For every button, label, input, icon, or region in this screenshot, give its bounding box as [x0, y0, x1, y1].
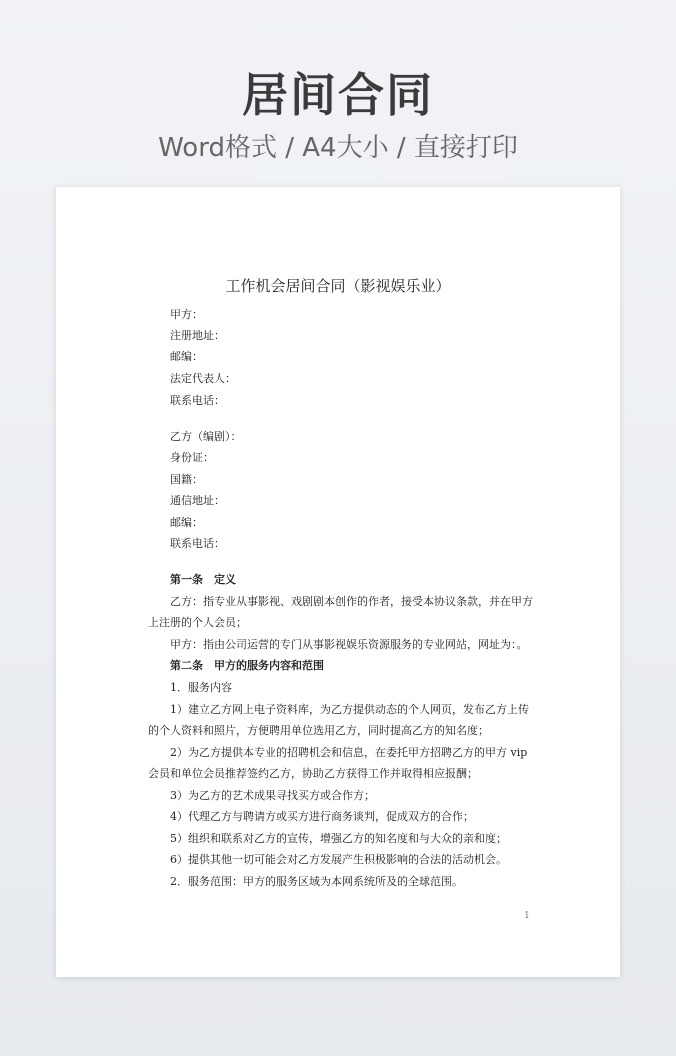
article-2-sub-2: 2．服务范围：甲方的服务区域为本网系统所及的全球范围。: [170, 875, 463, 888]
document-body: [56, 187, 620, 977]
party-a-postcode-label: 邮编：: [170, 350, 203, 363]
article-2-item-2-line-1: 2）为乙方提供本专业的招聘机会和信息，在委托甲方招聘乙方的甲方 vip: [170, 746, 528, 759]
party-b-address-label: 通信地址：: [170, 494, 225, 507]
party-a-label: 甲方：: [170, 308, 203, 321]
party-b-label: 乙方（编剧）：: [170, 430, 242, 443]
party-b-nationality-label: 国籍：: [170, 473, 203, 486]
article-1-para-1-line-1: 乙方：指专业从事影视、戏剧剧本创作的作者，接受本协议条款，并在甲方: [170, 595, 533, 608]
article-2-item-1-line-2: 的个人资料和照片，方便聘用单位选用乙方，同时提高乙方的知名度；: [148, 724, 489, 737]
party-b-phone-label: 联系电话：: [170, 537, 225, 550]
article-2-item-5: 5）组织和联系对乙方的宣传，增强乙方的知名度和与大众的亲和度；: [170, 832, 507, 845]
article-2-item-4: 4）代理乙方与聘请方或买方进行商务谈判，促成双方的合作；: [170, 810, 474, 823]
article-2-heading: 第二条 甲方的服务内容和范围: [170, 659, 324, 672]
article-2-sub-1: 1．服务内容: [170, 681, 232, 694]
article-2-item-3: 3）为乙方的艺术成果寻找买方或合作方；: [170, 789, 375, 802]
article-2-item-6: 6）提供其他一切可能会对乙方发展产生积极影响的合法的活动机会。: [170, 853, 507, 866]
banner-subtitle: Word格式 / A4大小 / 直接打印: [158, 133, 518, 163]
article-2-item-2-line-2: 会员和单位会员推荐签约乙方，协助乙方获得工作并取得相应报酬；: [148, 767, 478, 780]
banner-title: 居间合同: [242, 68, 434, 122]
article-1-heading: 第一条 定义: [170, 573, 236, 586]
article-2-item-1-line-1: 1）建立乙方网上电子资料库，为乙方提供动态的个人网页，发布乙方上传: [170, 703, 529, 716]
document-page: [56, 187, 620, 977]
article-1-para-1-line-2: 上注册的个人会员；: [148, 616, 247, 629]
party-a-phone-label: 联系电话：: [170, 394, 225, 407]
banner: [0, 62, 676, 166]
party-a-representative-label: 法定代表人：: [170, 372, 236, 385]
document-title: 工作机会居间合同（影视娱乐业）: [225, 277, 451, 295]
party-a-address-label: 注册地址：: [170, 329, 225, 342]
party-b-id-label: 身份证：: [170, 451, 214, 464]
party-b-postcode-label: 邮编：: [170, 516, 203, 529]
page-number: 1: [524, 911, 530, 921]
article-1-para-2: 甲方：指由公司运营的专门从事影视娱乐资源服务的专业网站，网址为：。: [170, 638, 528, 651]
